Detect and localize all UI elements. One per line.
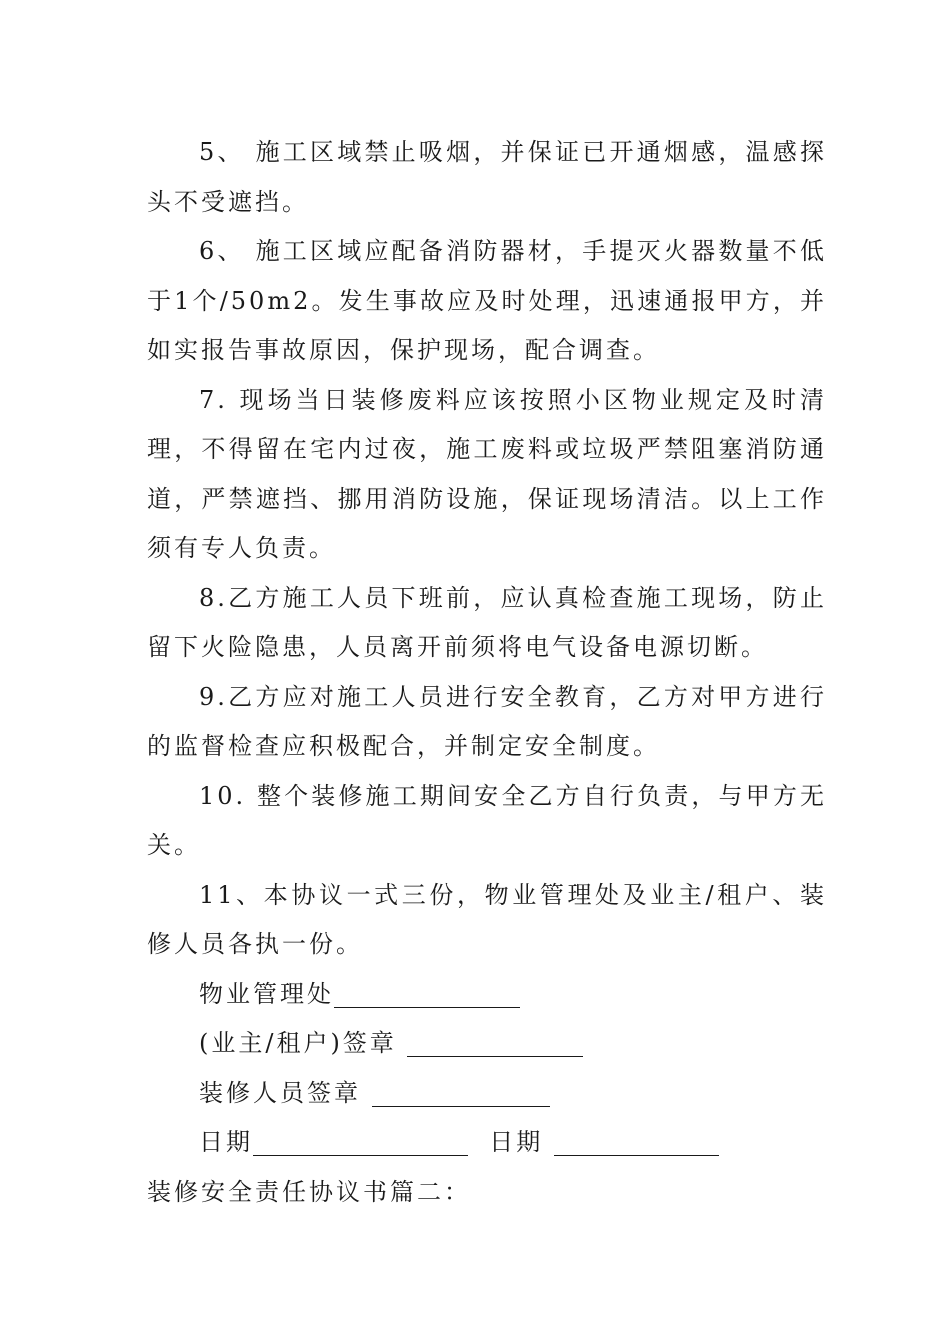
clause-6: 6、 施工区域应配备消防器材，手提灭火器数量不低于1个/50m2。发生事故应及时处理，迅速通报甲方，并如实报告事故原因，保护现场，配合调查。 [147,237,827,364]
date-label: 日期 [489,1128,544,1156]
document-body [147,128,827,1217]
signature-property-office [147,970,827,1020]
date-label: 日期 [199,1128,253,1156]
clause-8: 8.乙方施工人员下班前，应认真检查施工现场，防止留下火险隐患，人员离开前须将电气设备电源切断。 [147,583,827,661]
clause-9: 9.乙方应对施工人员进行安全教育，乙方对甲方进行的监督检查应积极配合，并制定安全制度。 [147,682,827,760]
signature-owner-tenant [147,1019,827,1069]
signature-label: (业主/租户)签章 [199,1029,397,1057]
signature-blank [334,977,520,1008]
signature-label: 物业管理处 [199,979,334,1008]
clause-5: 5、 施工区域禁止吸烟，并保证已开通烟感，温感探头不受遮挡。 [147,138,827,216]
clause-10: 10. 整个装修施工期间安全乙方自行负责，与甲方无关。 [147,781,827,859]
signature-label: 装修人员签章 [199,1078,361,1107]
date-blank [253,1125,468,1156]
clause-11: 11、本协议一式三份，物业管理处及业主/租户、装修人员各执一份。 [147,880,827,958]
clause-7: 7. 现场当日装修废料应该按照小区物业规定及时清理，不得留在宅内过夜，施工废料或垃圾严禁阻塞消防通道，严禁遮挡、挪用消防设施，保证现场清洁。以上工作须有专人负责。 [147,385,827,562]
date-blank [554,1125,719,1156]
signature-decorator [147,1069,827,1119]
signature-blank [372,1076,550,1107]
signature-blank [407,1026,583,1057]
signature-dates [147,1118,827,1168]
section-heading: 装修安全责任协议书篇二： [147,1177,471,1206]
